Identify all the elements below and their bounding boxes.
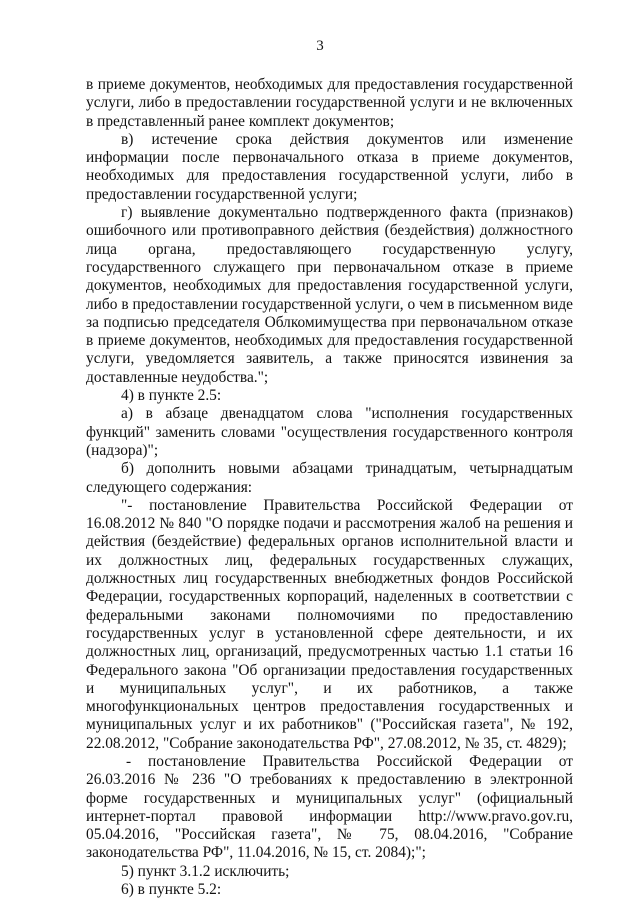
paragraph-item-v: в) истечение срока действия документов или изменение информации после первоначального отказа в приеме документов, необходимых для предоставления государственной услуги, либо в предоставлении государственной услуги;: [86, 130, 573, 203]
paragraph-quote-decree-236: - постановление Правительства Российской Федерации от 26.03.2016 № 236 "О требованиях к предоставлению в электронной форме государственных и муниципальных услуг" (официальный интернет-портал правовой информации http://www.pravo.gov.ru, 05.04.2016, "Российская газета", № 75, 08.04.2016, "Собрание законодательства РФ", 11.04.2016, № 15, ст. 2084);";: [86, 752, 573, 862]
paragraph-item-5: 5) пункт 3.1.2 исключить;: [121, 862, 290, 880]
document-body: [86, 76, 573, 899]
paragraph-quote-decree-840: "- постановление Правительства Российской Федерации от 16.08.2012 № 840 "О порядке подачи и рассмотрения жалоб на решения и действия (бездействие) федеральных органов исполнительной власти и их должностных лиц, федеральных государственных служащих, должностных лиц государственных внебюджетных фондов Российской Федерации, государственных корпораций, наделенных в соответствии с федеральными законами полномочиями по предоставлению государственных услуг в установленной сфере деятельности, и их должностных лиц, организаций, предусмотренных частью 1.1 статьи 16 Федерального закона "Об организации предоставления государственных и муниципальных услуг", и их работников, а также многофункциональных центров предоставления государственных и муниципальных услуг и их работников" ("Российская газета", № 192, 22.08.2012, "Собрание законодательства РФ", 27.08.2012, № 35, ст. 4829);: [86, 496, 573, 752]
paragraph-item-g: г) выявление документально подтвержденного факта (признаков) ошибочного или противоправного действия (бездействия) должностного лица органа, предоставляющего государственную услугу, государственного служащего при первоначальном отказе в приеме документов, необходимых для предоставления государственной услуги, либо в предоставлении государственной услуги, о чем в письменном виде за подписью председателя Облкомимущества при первоначальном отказе в приеме документов, необходимых для предоставления государственной услуги, уведомляется заявитель, а также приносятся извинения за доставленные неудобства.";: [86, 204, 573, 386]
paragraph-item-4b: б) дополнить новыми абзацами тринадцатым, четырнадцатым следующего содержания:: [86, 460, 573, 496]
paragraph-item-4: 4) в пункте 2.5:: [121, 387, 222, 405]
page-number: 3: [316, 38, 324, 54]
paragraph-item-6: 6) в пункте 5.2:: [121, 881, 222, 899]
paragraph-item-4a: а) в абзаце двенадцатом слова "исполнения государственных функций" заменить словами "осуществления государственного контроля (надзора)";: [86, 405, 573, 459]
paragraph-continuation: в приеме документов, необходимых для предоставления государственной услуги, либо в предоставлении государственной услуги и не включенных в представленный ранее комплект документов;: [86, 76, 573, 130]
